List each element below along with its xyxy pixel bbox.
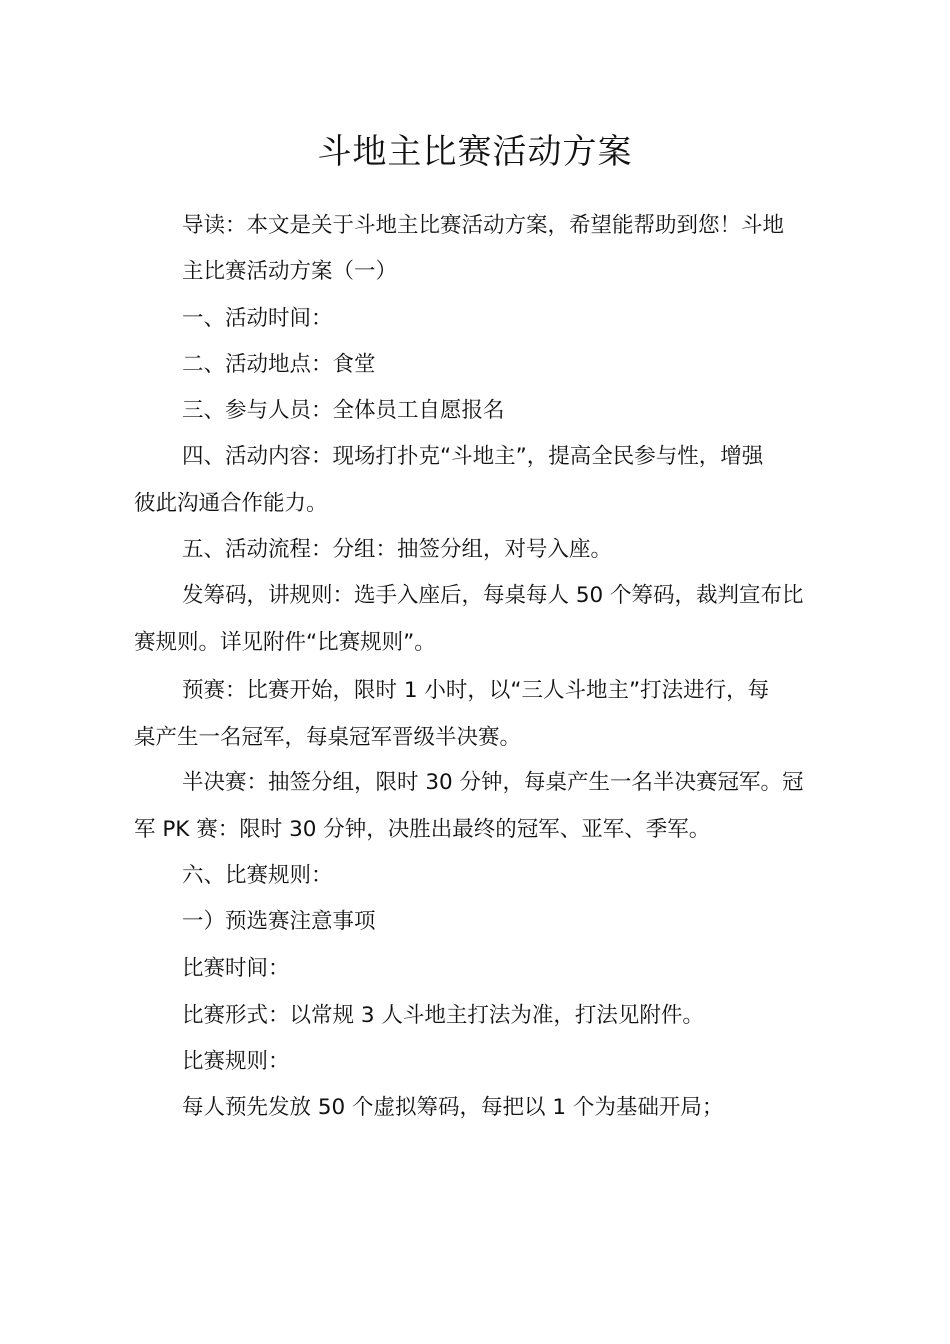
match-rules-label: 比赛规则： <box>182 1049 290 1074</box>
chips-rules-line-2: 赛规则。详见附件“比赛规则”。 <box>134 630 436 655</box>
activity-time: 一、活动时间： <box>182 306 333 331</box>
chips-rules-line-1: 发筹码，讲规则：选手入座后，每桌每人 50 个筹码，裁判宣布比 <box>182 583 804 608</box>
activity-location: 二、活动地点：食堂 <box>182 352 376 377</box>
preselection-heading: 一）预选赛注意事项 <box>182 909 376 934</box>
activity-content-line-2: 彼此沟通合作能力。 <box>134 491 328 516</box>
match-format: 比赛形式：以常规 3 人斗地主打法为准，打法见附件。 <box>182 1003 704 1028</box>
participants: 三、参与人员：全体员工自愿报名 <box>182 398 505 423</box>
intro-line-1: 导读：本文是关于斗地主比赛活动方案，希望能帮助到您！斗地 <box>182 213 785 238</box>
intro-line-2: 主比赛活动方案（一） <box>182 259 398 284</box>
semifinal-line-1: 半决赛：抽签分组，限时 30 分钟，每桌产生一名半决赛冠军。冠 <box>182 770 804 795</box>
rules-heading: 六、比赛规则： <box>182 863 333 888</box>
document-title: 斗地主比赛活动方案 <box>317 132 633 172</box>
semifinal-line-2: 军 PK 赛：限时 30 分钟，决胜出最终的冠军、亚军、季军。 <box>134 817 711 842</box>
chips-allocation: 每人预先发放 50 个虚拟筹码，每把以 1 个为基础开局； <box>182 1095 724 1120</box>
preliminary-line-1: 预赛：比赛开始，限时 1 小时，以“三人斗地主”打法进行，每 <box>182 678 770 703</box>
activity-content-line-1: 四、活动内容：现场打扑克“斗地主”，提高全民参与性，增强 <box>182 444 764 469</box>
activity-process: 五、活动流程：分组：抽签分组，对号入座。 <box>182 537 613 562</box>
match-time: 比赛时间： <box>182 956 290 981</box>
preliminary-line-2: 桌产生一名冠军，每桌冠军晋级半决赛。 <box>134 725 522 750</box>
